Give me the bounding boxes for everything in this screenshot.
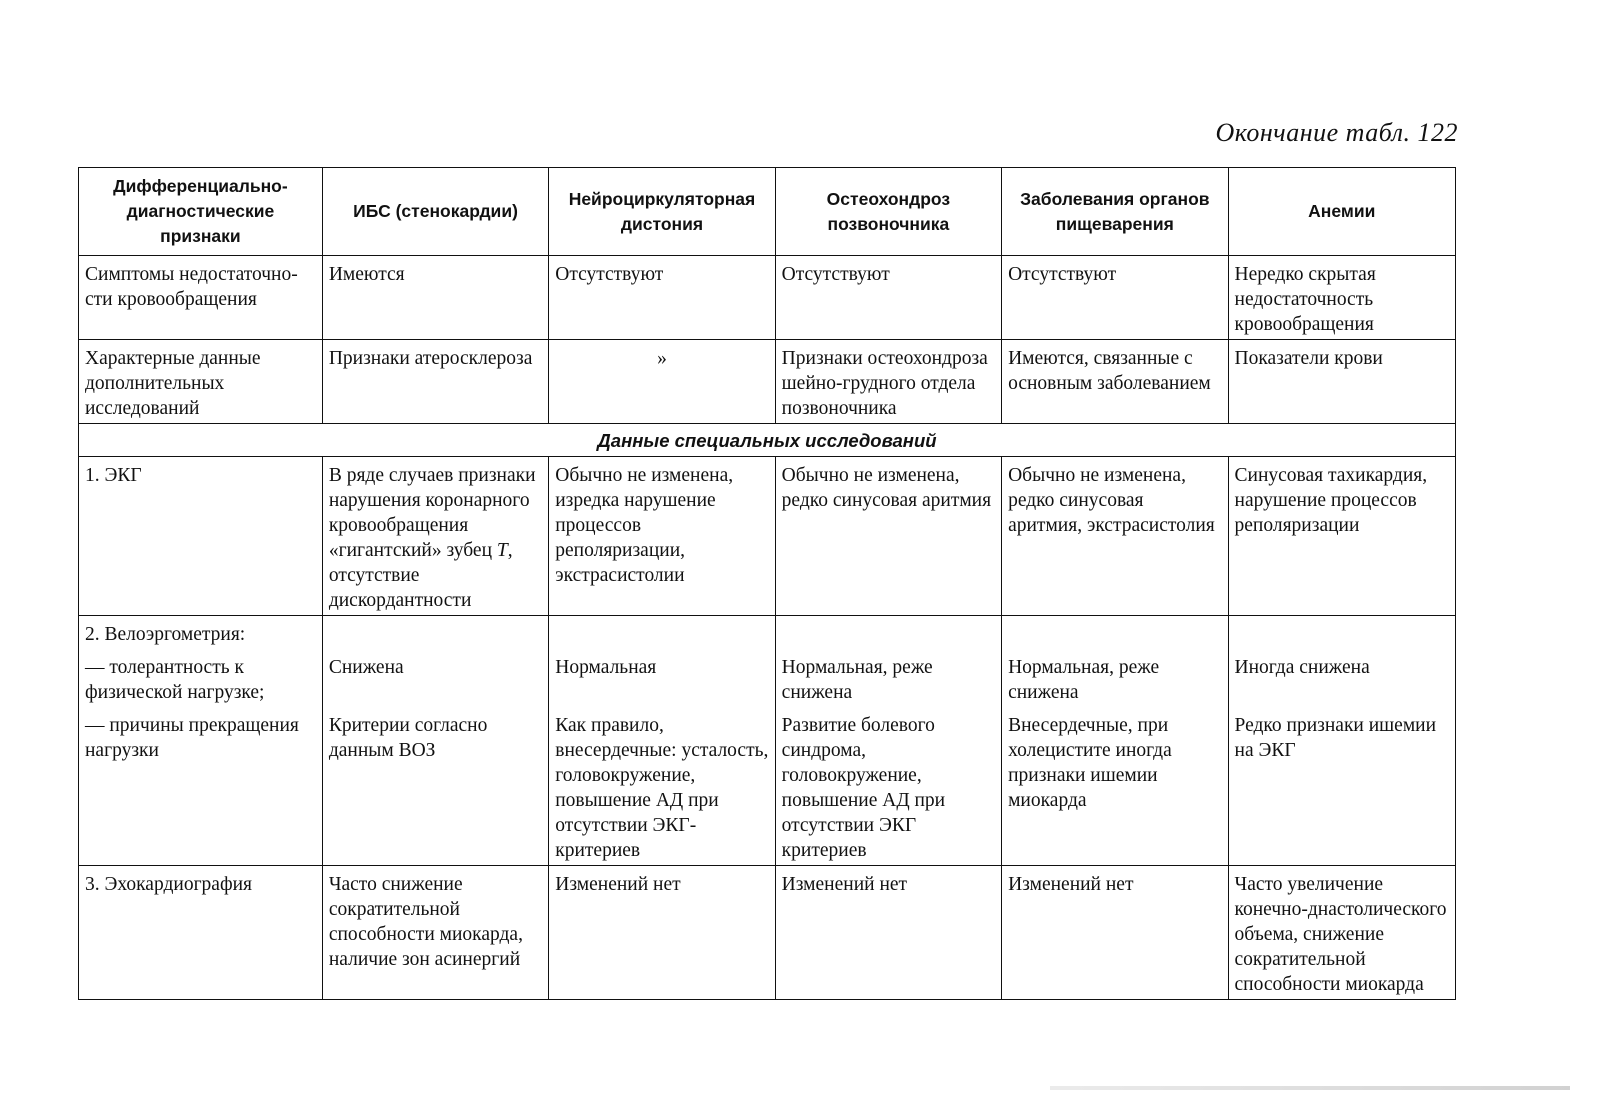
velo-reasons-label: — причины прекращения нагрузки	[85, 715, 299, 761]
cell-digest: Обычно не изменена, редко синусовая аритмия, экстрасистолия	[1002, 457, 1228, 616]
cell-osteo: Обычно не изменена, редко синусовая аритмия	[775, 457, 1001, 616]
cell-label: 3. Эхокардиография	[79, 866, 323, 1000]
cell-osteo	[775, 616, 1001, 866]
header-anemia: Анемии	[1228, 168, 1455, 256]
ncd-tolerance: Нормальная	[555, 657, 657, 678]
cell-ibs	[322, 616, 548, 866]
velo-title: 2. Велоэргометрия:	[85, 624, 246, 645]
header-osteochondrosis: Остеохондроз позвоночника	[775, 168, 1001, 256]
header-ncd: Нейроциркуляторная дистония	[549, 168, 775, 256]
cell-ncd: »	[549, 340, 775, 424]
cell-anemia: Синусовая тахикардия, нарушение процессов реполяризации	[1228, 457, 1455, 616]
table-row-velo	[79, 616, 1456, 866]
cell-digest	[1002, 616, 1228, 866]
header-digestive: Заболевания органов пищеварения	[1002, 168, 1228, 256]
table-row-symptoms	[79, 256, 1456, 340]
cell-ibs: Признаки атеросклероза	[322, 340, 548, 424]
table-row-section	[79, 424, 1456, 457]
cell-digest: Изменений нет	[1002, 866, 1228, 1000]
velo-tolerance-label: — толерантность к физической нагрузке;	[85, 657, 265, 703]
cell-anemia	[1228, 616, 1455, 866]
cell-label: Симптомы недостаточно-сти кровообращения	[79, 256, 323, 340]
cell-digest: Имеются, связанные с основным заболеванием	[1002, 340, 1228, 424]
osteo-reasons: Развитие болевого синдрома, головокружение, повышение АД при отсутствии ЭКГ критериев	[781, 715, 946, 861]
cell-osteo: Изменений нет	[775, 866, 1001, 1000]
ncd-reasons: Как правило, внесердечные: усталость, головокружение, повышение АД при отсутствии ЭКГ-критериев	[555, 715, 769, 861]
cell-label	[79, 616, 323, 866]
ibs-ecg-text: В ряде случаев признаки нарушения коронарного кровообращения «гигантский» зубец	[328, 465, 536, 561]
cell-anemia: Часто увеличение конечно-днастолического объема, снижение сократительной способности миокарда	[1228, 866, 1455, 1000]
anemia-reasons: Редко признаки ишемии на ЭКГ	[1234, 715, 1437, 761]
header-ibs: ИБС (стенокардии)	[322, 168, 548, 256]
cell-osteo: Признаки остеохондроза шейно-грудного отдела позвоночника	[775, 340, 1001, 424]
scan-artifact-line	[1050, 1086, 1570, 1090]
cell-label: Характерные данные дополнительных исследований	[79, 340, 323, 424]
ibs-reasons: Критерии согласно данным ВОЗ	[328, 715, 488, 761]
cell-ibs: Часто снижение сократительной способности миокарда, наличие зон асинергий	[322, 866, 548, 1000]
differential-diagnosis-table	[78, 167, 1456, 1000]
cell-ibs	[322, 457, 548, 616]
cell-ncd: Отсутствуют	[549, 256, 775, 340]
digest-tolerance: Нормальная, реже снижена	[1008, 657, 1160, 703]
cell-anemia: Показатели крови	[1228, 340, 1455, 424]
section-title: Данные специальных исследований	[79, 424, 1456, 457]
osteo-tolerance: Нормальная, реже снижена	[781, 657, 933, 703]
header-signs: Дифференциально-диагностические признаки	[79, 168, 323, 256]
header-row	[79, 168, 1456, 256]
table-caption: Окончание табл. 122	[1215, 118, 1458, 147]
anemia-tolerance: Иногда снижена	[1234, 657, 1370, 678]
cell-ncd: Изменений нет	[549, 866, 775, 1000]
ibs-ecg-text-end: , отсутствие дискордантности	[328, 540, 513, 611]
cell-anemia: Нередко скрытая недостаточность кровообращения	[1228, 256, 1455, 340]
table-row-additional	[79, 340, 1456, 424]
cell-digest: Отсутствуют	[1002, 256, 1228, 340]
ibs-tolerance: Снижена	[328, 657, 404, 678]
cell-ncd	[549, 616, 775, 866]
cell-ncd: Обычно не изменена, изредка нарушение процессов реполяризации, экстрасистолии	[549, 457, 775, 616]
table-row-echo	[79, 866, 1456, 1000]
t-wave-letter: T	[496, 540, 508, 561]
cell-osteo: Отсутствуют	[775, 256, 1001, 340]
digest-reasons: Внесердечные, при холецистите иногда признаки ишемии миокарда	[1008, 715, 1172, 811]
table-row-ecg	[79, 457, 1456, 616]
cell-ibs: Имеются	[322, 256, 548, 340]
cell-label: 1. ЭКГ	[79, 457, 323, 616]
